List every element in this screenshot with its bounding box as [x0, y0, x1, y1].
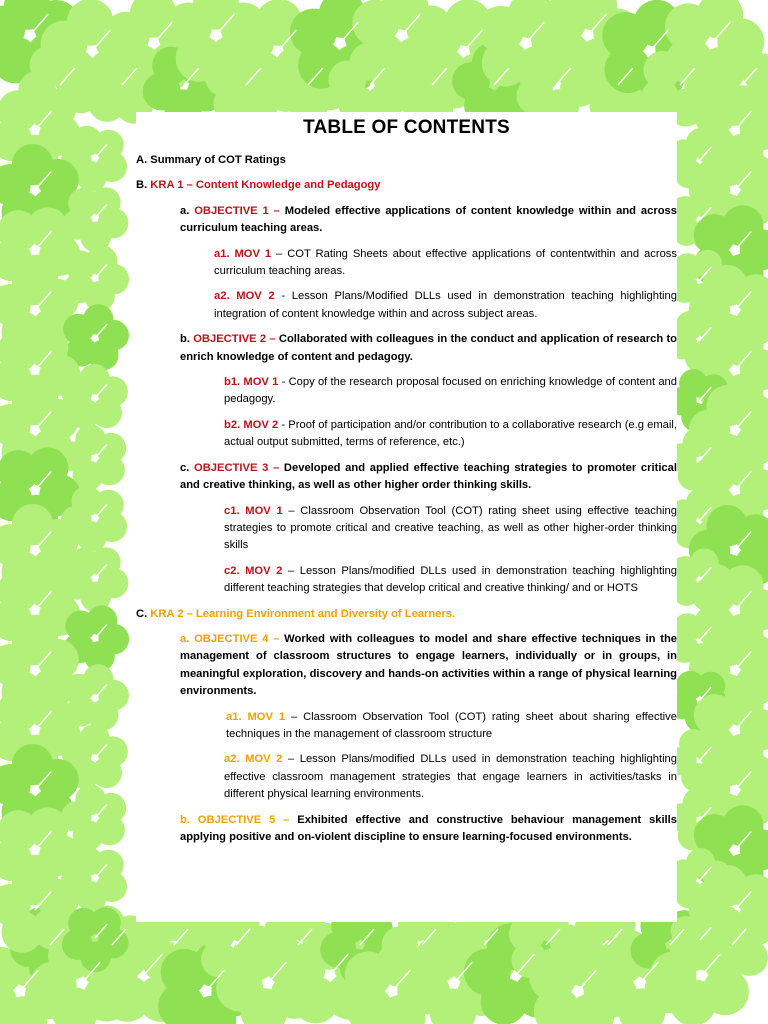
page-title: TABLE OF CONTENTS: [303, 117, 510, 138]
toc-item-kra2: C. KRA 2 – Learning Environment and Diversity of Learners.: [136, 607, 456, 620]
toc-mov-b1: b1. MOV 1 - Copy of the research proposal focused on enriching knowledge of content and pedagogy.: [224, 376, 677, 406]
kra2-heading: KRA 2 – Learning Environment and Diversity of Learners.: [150, 607, 456, 620]
toc-objective-2: b. OBJECTIVE 2 – Collaborated with colleagues in the conduct and application of research to enrich knowledge of content and pedagogy.: [180, 333, 678, 363]
toc-objective-5: b. OBJECTIVE 5 – Exhibited effective and constructive behaviour management skills applying positive and on-violent discipline to ensure learning-focused environments.: [180, 813, 677, 843]
toc-mov-kra2-a1: a1. MOV 1 – Classroom Observation Tool (COT) rating sheet about sharing effective techniques in the management of classroom structure: [226, 710, 677, 740]
toc-mov-a1: a1. MOV 1 – COT Rating Sheets about effective applications of contentwithin and across curriculum teaching areas.: [214, 247, 677, 278]
table-of-contents-page: [136, 112, 677, 922]
toc-mov-a2: a2. MOV 2 - Lesson Plans/Modified DLLs used in demonstration teaching highlighting integration of content knowledge within and across subject areas.: [214, 290, 677, 320]
toc-mov-c1: c1. MOV 1 – Classroom Observation Tool (COT) rating sheet using effective teaching strategies to promote critical and creative teaching, as well as other higher-order thinking skills: [224, 504, 677, 552]
toc-item-summary: A. Summary of COT Ratings: [136, 154, 286, 166]
toc-objective-4: a. OBJECTIVE 4 – Worked with colleagues to model and share effective techniques in the management of classroom structures to engage learners, individually or in groups, in meaningful exploration, discovery and hands-on activities within a range of physical learning environments.: [180, 632, 677, 698]
toc-objective-1: a. OBJECTIVE 1 – Modeled effective applications of content knowledge within and across curriculum teaching areas.: [180, 204, 677, 235]
toc-mov-b2: b2. MOV 2 - Proof of participation and/or contribution to a collaborative research (e.g email, actual output submitted, terms of reference, etc.): [224, 418, 677, 449]
toc-mov-kra2-a2: a2. MOV 2 – Lesson Plans/modified DLLs used in demonstration teaching highlighting effective classroom management strategies that engage learners in activities/tasks in different physical learning environments.: [224, 753, 677, 801]
toc-item-kra1: B. KRA 1 – Content Knowledge and Pedagogy: [136, 179, 381, 192]
toc-objective-3: c. OBJECTIVE 3 – Developed and applied effective teaching strategies to promoter critical and creative thinking, as well as other higher order thinking skills.: [180, 461, 677, 492]
toc-mov-c2: c2. MOV 2 – Lesson Plans/modified DLLs used in demonstration teaching highlighting different teaching strategies that develop critical and creative thinking/ and or HOTS: [224, 564, 677, 595]
kra1-heading: KRA 1 – Content Knowledge and Pedagogy: [150, 179, 381, 192]
